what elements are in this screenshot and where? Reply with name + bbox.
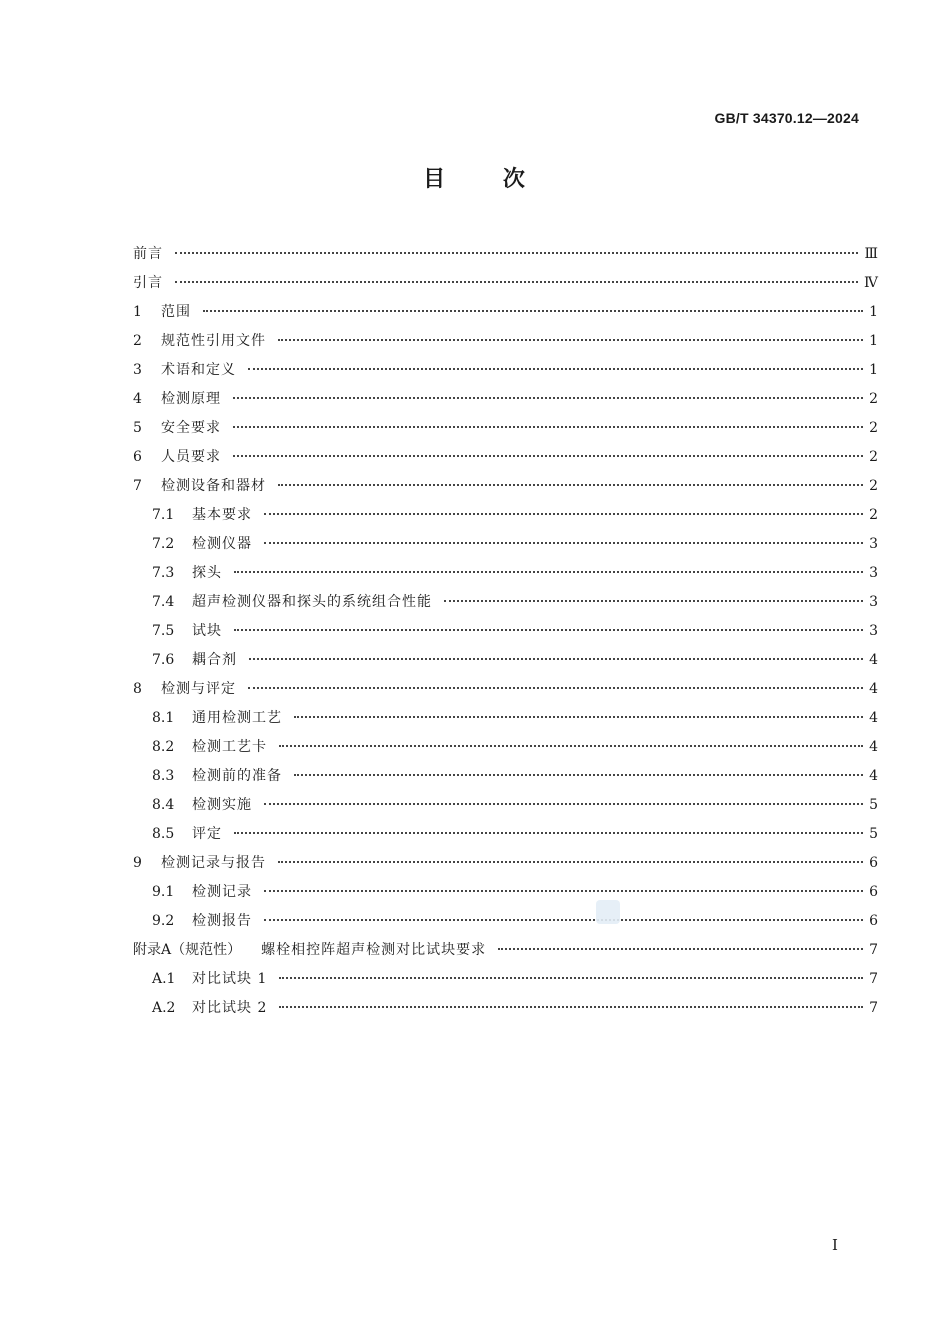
toc-entry-number: 7.6 [152,652,175,668]
toc-entry-label: 检测与评定 [161,681,236,697]
toc-entry-page: 5 [869,797,878,813]
toc-entry[interactable] [133,559,878,588]
toc-entry-label: 检测前的准备 [192,768,282,784]
toc-entry[interactable] [133,617,878,646]
toc-entry[interactable] [133,385,878,414]
page-number: Ⅰ [832,1236,838,1254]
toc-entry-label: 评定 [192,826,222,842]
toc-entry-number: 8.5 [152,826,175,842]
toc-entry-label: 对比试块 1 [192,971,268,987]
dot-leader [175,281,858,283]
toc-entry-label: 通用检测工艺 [192,710,282,726]
toc-entry-page: 1 [869,304,878,320]
toc-entry-label: 基本要求 [192,507,252,523]
toc-entry-page: 3 [869,594,878,610]
dot-leader [233,426,863,428]
toc-title: 目 次 [423,167,527,192]
toc-entry[interactable] [133,762,878,791]
toc-entry-page: 2 [869,449,878,465]
toc-entry[interactable] [133,965,878,994]
toc-entry-label: 检测报告 [192,913,252,929]
toc-entry-number: 7 [133,478,142,494]
toc-entry-number: 7.4 [152,594,175,610]
toc-entry[interactable] [133,530,878,559]
toc-entry-page: 7 [869,1000,878,1016]
toc-entry-label: 前言 [133,246,163,262]
toc-entry-page: 4 [869,739,878,755]
toc-entry-number: 7.5 [152,623,175,639]
toc-entry-label: 检测原理 [161,391,221,407]
dot-leader [234,832,863,834]
toc-entry-page: 7 [869,971,878,987]
toc-entry-label: 检测记录与报告 [161,855,266,871]
toc-entry-label: 探头 [192,565,222,581]
toc-entry-page: 7 [869,942,878,958]
dot-leader [278,484,863,486]
dot-leader [294,774,863,776]
dot-leader [248,687,863,689]
dot-leader [233,397,863,399]
toc-entry-number: 7.2 [152,536,175,552]
toc-entry-number: 7.1 [152,507,175,523]
dot-leader [203,310,863,312]
toc-entry-label: 超声检测仪器和探头的系统组合性能 [192,594,432,610]
toc-entry-number: 7.3 [152,565,175,581]
dot-leader [234,571,863,573]
dot-leader [234,629,863,631]
toc-entry-page: 5 [869,826,878,842]
toc-entry-page: Ⅲ [864,246,878,262]
toc-entry[interactable] [133,733,878,762]
toc-entry-number: 8.2 [152,739,175,755]
toc-entry[interactable] [133,414,878,443]
dot-leader [264,890,863,892]
toc-entry[interactable] [133,327,878,356]
toc-entry[interactable] [133,994,878,1023]
toc-entry-number: 附录A（规范性） [133,942,242,958]
toc-entry-label: 螺栓相控阵超声检测对比试块要求 [261,942,487,958]
dot-leader [278,861,863,863]
toc-entry-page: 6 [869,855,878,871]
toc-entry-page: 1 [869,362,878,378]
dot-leader [278,339,863,341]
toc-entry[interactable] [133,356,878,385]
dot-leader [279,745,863,747]
dot-leader [264,919,863,921]
toc-entry-label: 术语和定义 [161,362,236,378]
toc-entry-page: 6 [869,913,878,929]
toc-entry-page: 2 [869,420,878,436]
toc-entry-page: 1 [869,333,878,349]
toc-entry-label: 范围 [161,304,191,320]
dot-leader [279,977,863,979]
toc-entry-number: 9 [133,855,142,871]
toc-entry-page: Ⅳ [864,275,878,291]
toc-entry-page: 2 [869,478,878,494]
toc-entry-page: 3 [869,565,878,581]
toc-entry-page: 2 [869,507,878,523]
toc-entry-label: 检测工艺卡 [192,739,267,755]
toc-entry-label: 检测记录 [192,884,252,900]
toc-entry[interactable] [133,240,878,269]
toc-entry-number: 1 [133,304,142,320]
dot-leader [444,600,863,602]
toc-entry-page: 4 [869,681,878,697]
toc-entry-label: 耦合剂 [192,652,237,668]
toc-entry-number: A.1 [152,971,176,987]
toc-entry-label: 规范性引用文件 [161,333,266,349]
toc-entry-number: A.2 [152,1000,176,1016]
dot-leader [264,542,863,544]
dot-leader [264,803,863,805]
toc-entry[interactable] [133,675,878,704]
toc-entry[interactable] [133,849,878,878]
toc-entry-page: 4 [869,652,878,668]
toc-entry-number: 9.2 [152,913,175,929]
toc-entry-number: 8.1 [152,710,175,726]
toc-entry[interactable] [133,878,878,907]
toc-entry-label: 人员要求 [161,449,221,465]
dot-leader [279,1006,863,1008]
dot-leader [248,368,863,370]
toc-entry-number: 9.1 [152,884,175,900]
toc-entry[interactable] [133,936,878,965]
toc-entry[interactable] [133,791,878,820]
toc-entry[interactable] [133,907,878,936]
toc-entry[interactable] [133,269,878,298]
dot-leader [294,716,863,718]
toc-entry-number: 8.4 [152,797,175,813]
standard-code: GB/T 34370.12—2024 [714,110,859,126]
dot-leader [175,252,858,254]
toc-entry-label: 引言 [133,275,163,291]
toc-entry[interactable] [133,704,878,733]
watermark-logo [596,900,620,924]
toc-entry-label: 对比试块 2 [192,1000,268,1016]
toc-entry-page: 4 [869,768,878,784]
toc-entry-label: 检测实施 [192,797,252,813]
toc-entry-page: 4 [869,710,878,726]
toc-entry[interactable] [133,646,878,675]
toc-entry-number: 5 [133,420,142,436]
toc-entry-page: 2 [869,391,878,407]
table-of-contents [133,240,878,1023]
toc-entry-number: 3 [133,362,142,378]
toc-entry[interactable] [133,443,878,472]
toc-entry[interactable] [133,472,878,501]
toc-entry-label: 安全要求 [161,420,221,436]
toc-entry-number: 6 [133,449,142,465]
toc-entry-number: 2 [133,333,142,349]
toc-entry[interactable] [133,298,878,327]
toc-entry-label: 检测设备和器材 [161,478,266,494]
toc-entry[interactable] [133,820,878,849]
dot-leader [264,513,863,515]
dot-leader [498,948,863,950]
toc-entry-number: 8.3 [152,768,175,784]
toc-entry[interactable] [133,501,878,530]
toc-entry-number: 4 [133,391,142,407]
toc-entry-label: 检测仪器 [192,536,252,552]
toc-entry-page: 6 [869,884,878,900]
toc-entry-page: 3 [869,623,878,639]
toc-entry[interactable] [133,588,878,617]
toc-entry-label: 试块 [192,623,222,639]
toc-entry-page: 3 [869,536,878,552]
dot-leader [233,455,863,457]
dot-leader [249,658,863,660]
toc-entry-number: 8 [133,681,142,697]
